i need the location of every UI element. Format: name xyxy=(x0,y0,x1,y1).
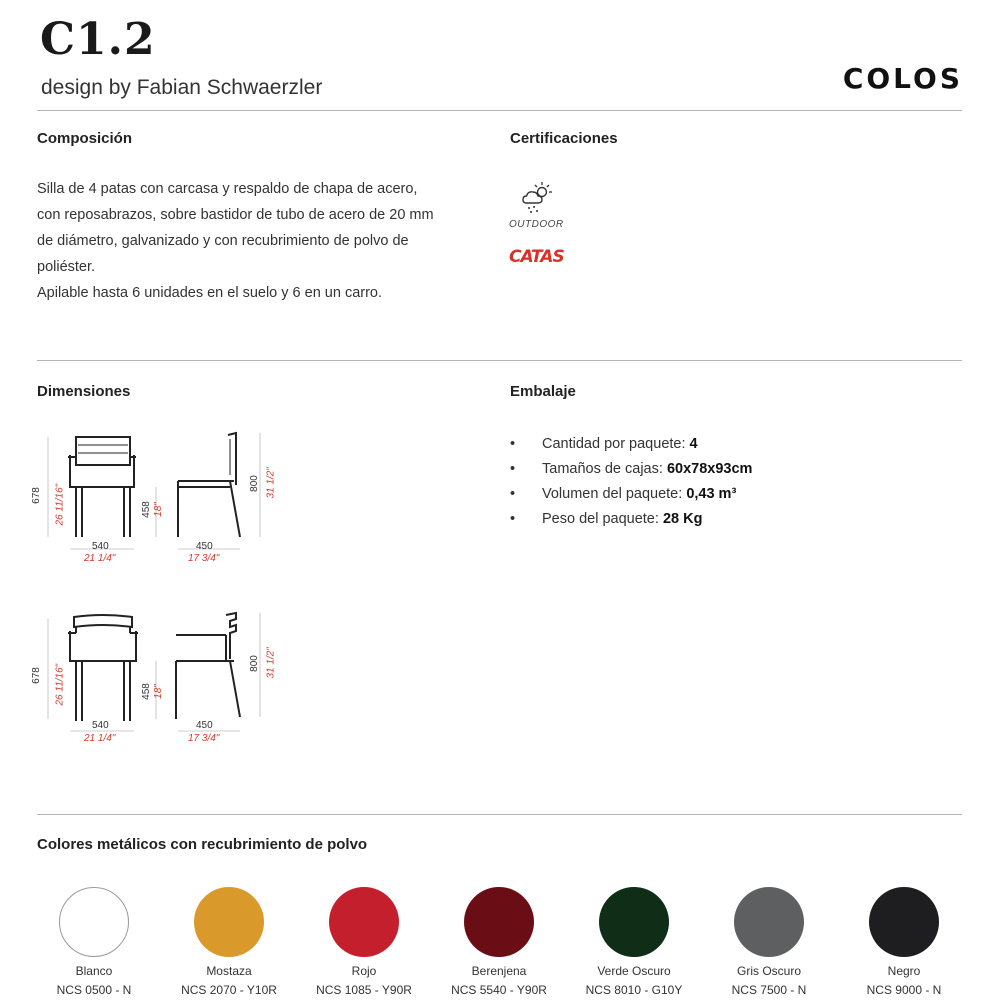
packaging-item: • Volumen del paquete: 0,43 m³ xyxy=(510,482,752,507)
composition-text xyxy=(37,176,497,306)
color-name: Negro xyxy=(887,964,921,978)
side-height-label: 800 xyxy=(248,475,260,492)
front-width-label: 540 xyxy=(92,720,109,731)
composition-line: poliéster. xyxy=(37,259,96,275)
dimension-drawing-1 xyxy=(30,425,290,575)
composition-line: con reposabrazos, sobre bastidor de tubo de acero de 20 mm xyxy=(37,207,434,223)
composition-title: Composición xyxy=(37,130,133,147)
side-depth-label: 450 xyxy=(196,720,213,731)
color-code: NCS 5540 - Y90R xyxy=(451,983,547,997)
seat-height-label: 458 xyxy=(140,501,152,518)
color-code: NCS 2070 - Y10R xyxy=(181,983,277,997)
color-name: Rojo xyxy=(351,964,377,978)
front-width-inch-label: 21 1/4" xyxy=(84,733,116,744)
weather-cloud-sun-icon xyxy=(520,180,554,221)
outdoor-label: OUTDOOR xyxy=(509,219,564,230)
seat-height-inch-label: 18" xyxy=(152,502,164,517)
model-title: C1.2 xyxy=(40,14,156,65)
front-width-inch-label: 21 1/4" xyxy=(84,553,116,564)
color-swatch-negro xyxy=(869,887,939,957)
color-swatch-mostaza xyxy=(194,887,264,957)
color-code: NCS 9000 - N xyxy=(866,983,942,997)
brand-logo: COLOS xyxy=(842,62,963,95)
composition-line: Silla de 4 patas con carcasa y respaldo de chapa de acero, xyxy=(37,181,418,197)
side-depth-inch-label: 17 3/4" xyxy=(188,553,220,564)
certifications-title: Certificaciones xyxy=(510,130,618,147)
front-height-label: 678 xyxy=(30,667,42,684)
seat-height-inch-label: 18" xyxy=(152,684,164,699)
dimensions-title: Dimensiones xyxy=(37,383,131,400)
chair-drawing-2 xyxy=(30,605,290,755)
section-divider xyxy=(37,360,962,361)
side-depth-inch-label: 17 3/4" xyxy=(188,733,220,744)
front-width-label: 540 xyxy=(92,541,109,552)
side-depth-label: 450 xyxy=(196,541,213,552)
seat-height-label: 458 xyxy=(140,683,152,700)
packaging-item: • Tamaños de cajas: 60x78x93cm xyxy=(510,457,752,482)
composition-line: Apilable hasta 6 unidades en el suelo y 6 en un carro. xyxy=(37,285,383,301)
front-height-inch-label: 26 11/16" xyxy=(54,483,66,526)
color-swatch-blanco xyxy=(59,887,129,957)
colors-title: Colores metálicos con recubrimiento de polvo xyxy=(37,836,368,853)
composition-line: de diámetro, galvanizado y con recubrimiento de polvo de xyxy=(37,233,409,249)
color-swatch-rojo xyxy=(329,887,399,957)
side-height-inch-label: 31 1/2" xyxy=(265,647,277,679)
color-code: NCS 8010 - G10Y xyxy=(585,983,683,997)
catas-logo: CATAS xyxy=(509,247,564,267)
color-swatch-berenjena xyxy=(464,887,534,957)
side-height-inch-label: 31 1/2" xyxy=(265,467,277,499)
chair-drawing-1 xyxy=(30,425,290,575)
section-divider xyxy=(37,814,962,815)
front-height-label: 678 xyxy=(30,487,42,504)
color-code: NCS 7500 - N xyxy=(731,983,807,997)
packaging-list xyxy=(510,432,752,532)
dimension-drawing-2 xyxy=(30,605,290,755)
color-name: Berenjena xyxy=(471,964,527,978)
side-height-label: 800 xyxy=(248,655,260,672)
color-name: Gris Oscuro xyxy=(736,964,801,978)
color-swatch-gris-oscuro xyxy=(734,887,804,957)
color-code: NCS 0500 - N xyxy=(56,983,132,997)
color-code: NCS 1085 - Y90R xyxy=(316,983,412,997)
color-name: Verde Oscuro xyxy=(597,964,671,978)
packaging-item: • Cantidad por paquete: 4 xyxy=(510,432,752,457)
color-name: Mostaza xyxy=(206,964,252,978)
color-swatch-verde-oscuro xyxy=(599,887,669,957)
packaging-title: Embalaje xyxy=(510,383,576,400)
front-height-inch-label: 26 11/16" xyxy=(54,663,66,706)
packaging-item: • Peso del paquete: 28 Kg xyxy=(510,507,752,532)
header-divider xyxy=(37,110,962,111)
designer-subtitle: design by Fabian Schwaerzler xyxy=(41,76,323,99)
color-name: Blanco xyxy=(75,964,113,978)
